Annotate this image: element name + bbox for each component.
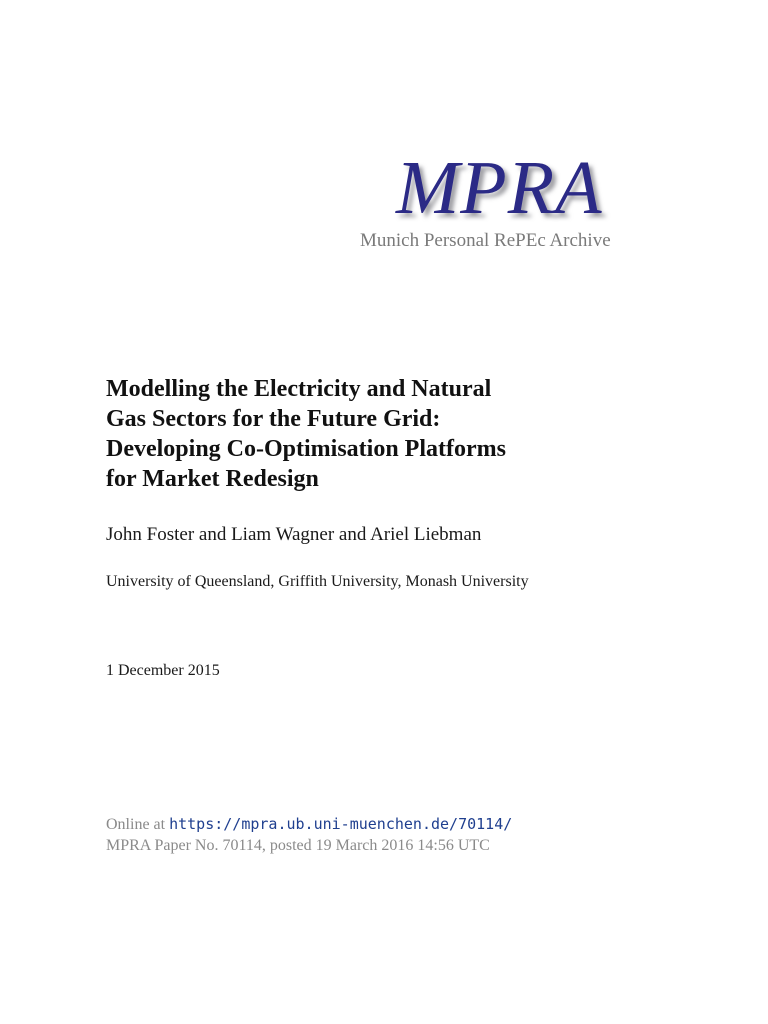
title-line: Developing Co-Optimisation Platforms <box>106 436 506 462</box>
logo-wordmark: MPRA <box>396 146 603 230</box>
title-line: for Market Redesign <box>106 466 319 492</box>
paper-info: MPRA Paper No. 70114, posted 19 March 2016 14:56 UTC <box>106 837 490 854</box>
paper-title <box>106 374 666 494</box>
online-prefix: Online at <box>106 816 166 833</box>
online-at-line <box>106 815 512 834</box>
paper-affiliations: University of Queensland, Griffith University, Monash University <box>106 573 529 590</box>
paper-authors: John Foster and Liam Wagner and Ariel Liebman <box>106 524 482 545</box>
mpra-logo <box>356 146 656 260</box>
logo-tagline: Munich Personal RePEc Archive <box>360 230 611 251</box>
paper-url-link[interactable]: https://mpra.ub.uni-muenchen.de/70114/ <box>169 815 513 833</box>
title-line: Gas Sectors for the Future Grid: <box>106 406 441 432</box>
paper-date: 1 December 2015 <box>106 662 220 679</box>
title-line: Modelling the Electricity and Natural <box>106 376 492 402</box>
